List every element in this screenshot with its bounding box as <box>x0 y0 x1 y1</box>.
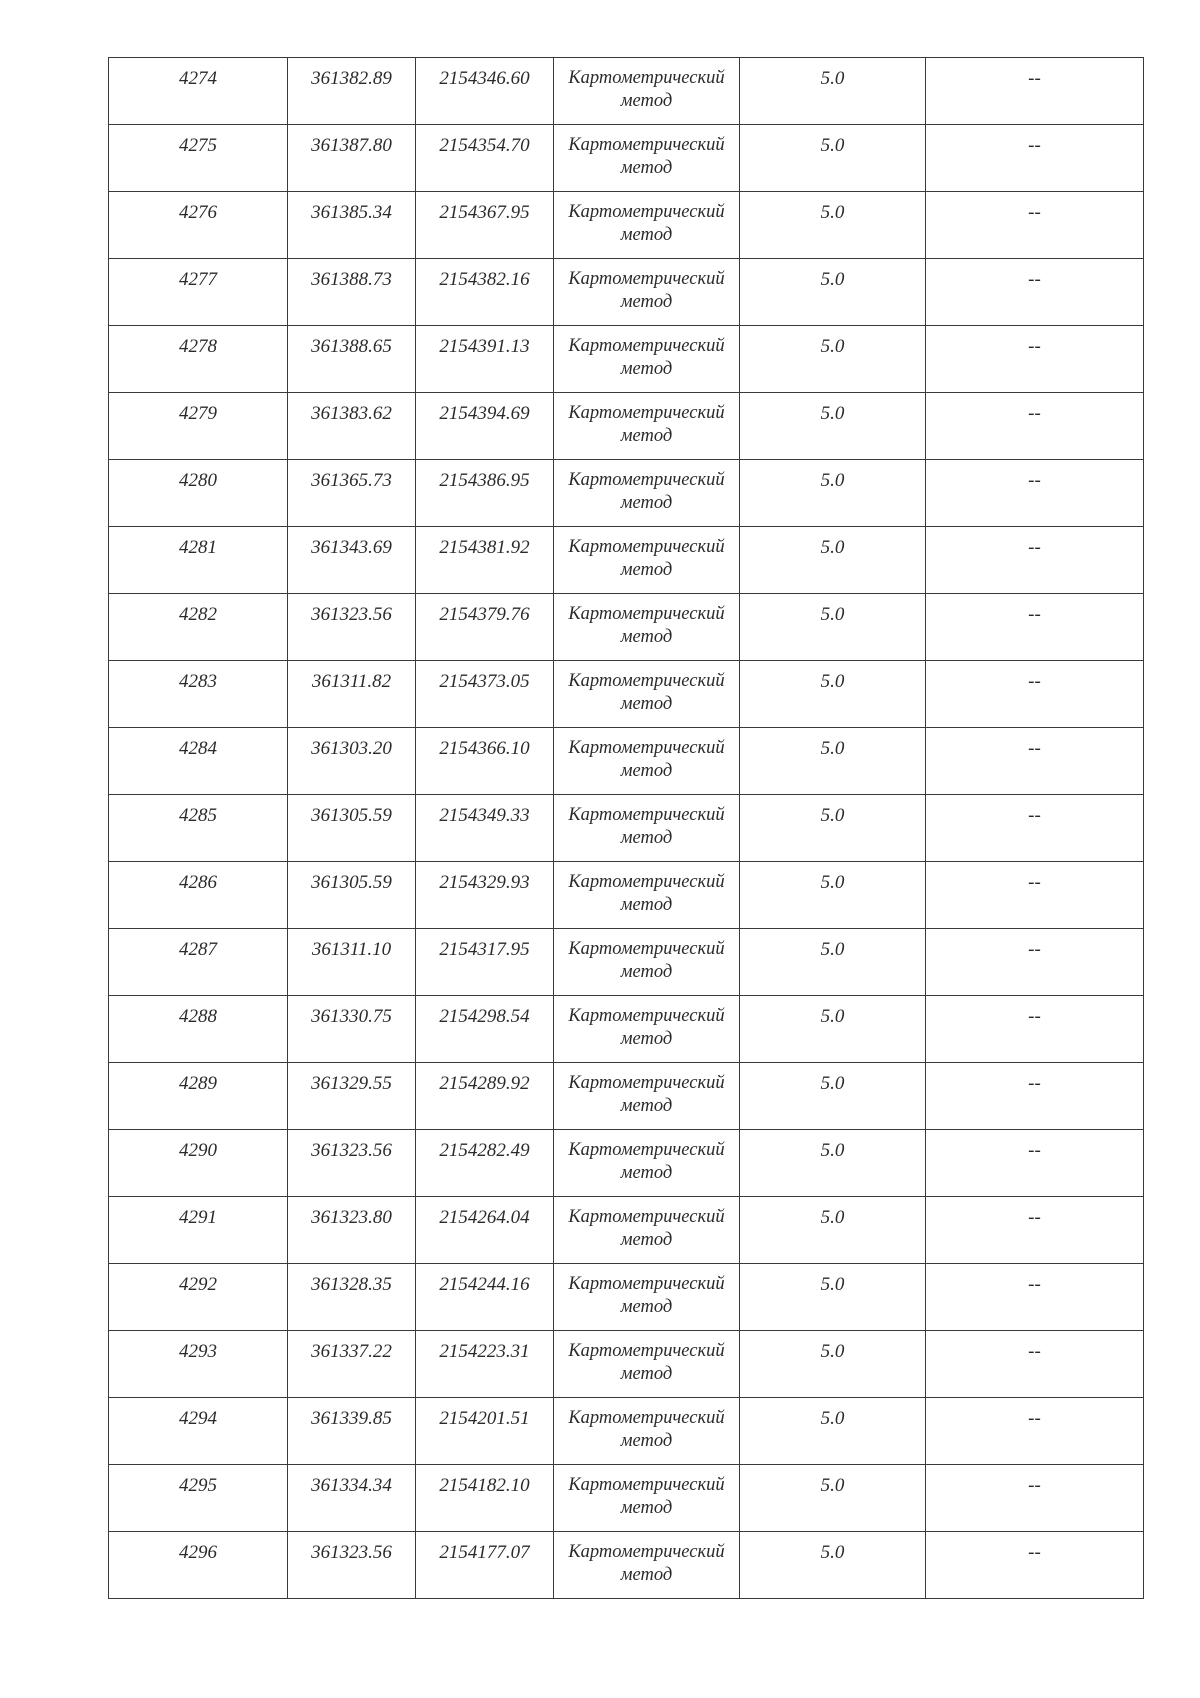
x-coordinate-cell: 361343.69 <box>288 527 416 594</box>
note-cell: -- <box>926 862 1144 929</box>
note-cell: -- <box>926 795 1144 862</box>
y-coordinate-cell: 2154182.10 <box>416 1465 554 1532</box>
method-line-2: метод <box>620 1163 673 1183</box>
method-cell <box>554 929 740 996</box>
y-coordinate-cell: 2154264.04 <box>416 1197 554 1264</box>
method-cell <box>554 460 740 527</box>
method-line-2: метод <box>620 627 673 647</box>
point-number-cell: 4288 <box>109 996 288 1063</box>
method-line-2: метод <box>620 493 673 513</box>
table-row <box>109 728 1144 795</box>
table-row <box>109 1532 1144 1599</box>
accuracy-cell: 5.0 <box>740 125 926 192</box>
method-line-1: Картометрический <box>568 939 725 959</box>
accuracy-cell: 5.0 <box>740 1532 926 1599</box>
accuracy-cell: 5.0 <box>740 1465 926 1532</box>
method-line-1: Картометрический <box>568 68 725 88</box>
point-number-cell: 4292 <box>109 1264 288 1331</box>
accuracy-cell: 5.0 <box>740 996 926 1063</box>
y-coordinate-cell: 2154201.51 <box>416 1398 554 1465</box>
accuracy-cell: 5.0 <box>740 1331 926 1398</box>
method-cell <box>554 58 740 125</box>
method-line-2: метод <box>620 1431 673 1451</box>
note-cell: -- <box>926 929 1144 996</box>
x-coordinate-cell: 361323.56 <box>288 594 416 661</box>
accuracy-cell: 5.0 <box>740 1130 926 1197</box>
method-line-1: Картометрический <box>568 403 725 423</box>
note-cell: -- <box>926 326 1144 393</box>
method-line-2: метод <box>620 694 673 714</box>
x-coordinate-cell: 361305.59 <box>288 862 416 929</box>
note-cell: -- <box>926 393 1144 460</box>
point-number-cell: 4277 <box>109 259 288 326</box>
point-number-cell: 4291 <box>109 1197 288 1264</box>
note-cell: -- <box>926 1130 1144 1197</box>
point-number-cell: 4295 <box>109 1465 288 1532</box>
table-row <box>109 125 1144 192</box>
y-coordinate-cell: 2154373.05 <box>416 661 554 728</box>
method-line-1: Картометрический <box>568 671 725 691</box>
method-line-2: метод <box>620 158 673 178</box>
accuracy-cell: 5.0 <box>740 460 926 527</box>
y-coordinate-cell: 2154298.54 <box>416 996 554 1063</box>
point-number-cell: 4289 <box>109 1063 288 1130</box>
x-coordinate-cell: 361388.65 <box>288 326 416 393</box>
note-cell: -- <box>926 1532 1144 1599</box>
method-cell <box>554 862 740 929</box>
x-coordinate-cell: 361305.59 <box>288 795 416 862</box>
x-coordinate-cell: 361323.56 <box>288 1130 416 1197</box>
method-cell <box>554 795 740 862</box>
accuracy-cell: 5.0 <box>740 1264 926 1331</box>
method-cell <box>554 1398 740 1465</box>
note-cell: -- <box>926 125 1144 192</box>
accuracy-cell: 5.0 <box>740 393 926 460</box>
accuracy-cell: 5.0 <box>740 1398 926 1465</box>
accuracy-cell: 5.0 <box>740 929 926 996</box>
table-row <box>109 862 1144 929</box>
method-cell <box>554 996 740 1063</box>
point-number-cell: 4282 <box>109 594 288 661</box>
method-line-1: Картометрический <box>568 1140 725 1160</box>
point-number-cell: 4287 <box>109 929 288 996</box>
method-cell <box>554 594 740 661</box>
method-line-1: Картометрический <box>568 1073 725 1093</box>
note-cell: -- <box>926 1197 1144 1264</box>
accuracy-cell: 5.0 <box>740 58 926 125</box>
method-cell <box>554 259 740 326</box>
method-line-2: метод <box>620 225 673 245</box>
point-number-cell: 4294 <box>109 1398 288 1465</box>
note-cell: -- <box>926 1264 1144 1331</box>
accuracy-cell: 5.0 <box>740 527 926 594</box>
note-cell: -- <box>926 661 1144 728</box>
x-coordinate-cell: 361385.34 <box>288 192 416 259</box>
method-line-1: Картометрический <box>568 336 725 356</box>
y-coordinate-cell: 2154346.60 <box>416 58 554 125</box>
y-coordinate-cell: 2154394.69 <box>416 393 554 460</box>
x-coordinate-cell: 361328.35 <box>288 1264 416 1331</box>
x-coordinate-cell: 361311.82 <box>288 661 416 728</box>
x-coordinate-cell: 361303.20 <box>288 728 416 795</box>
method-cell <box>554 661 740 728</box>
point-number-cell: 4296 <box>109 1532 288 1599</box>
point-number-cell: 4274 <box>109 58 288 125</box>
accuracy-cell: 5.0 <box>740 192 926 259</box>
accuracy-cell: 5.0 <box>740 594 926 661</box>
y-coordinate-cell: 2154366.10 <box>416 728 554 795</box>
table-row <box>109 1264 1144 1331</box>
x-coordinate-cell: 361365.73 <box>288 460 416 527</box>
accuracy-cell: 5.0 <box>740 862 926 929</box>
method-cell <box>554 1264 740 1331</box>
table-row <box>109 58 1144 125</box>
table-row <box>109 393 1144 460</box>
method-line-1: Картометрический <box>568 202 725 222</box>
method-line-2: метод <box>620 1029 673 1049</box>
y-coordinate-cell: 2154382.16 <box>416 259 554 326</box>
table-row <box>109 594 1144 661</box>
point-number-cell: 4286 <box>109 862 288 929</box>
method-line-1: Картометрический <box>568 1475 725 1495</box>
method-line-1: Картометрический <box>568 470 725 490</box>
x-coordinate-cell: 361323.80 <box>288 1197 416 1264</box>
table-row <box>109 259 1144 326</box>
method-line-1: Картометрический <box>568 1542 725 1562</box>
method-line-1: Картометрический <box>568 1006 725 1026</box>
method-line-1: Картометрический <box>568 135 725 155</box>
table-row <box>109 1130 1144 1197</box>
method-line-2: метод <box>620 426 673 446</box>
coordinates-table-body <box>109 58 1144 1599</box>
method-line-2: метод <box>620 1230 673 1250</box>
accuracy-cell: 5.0 <box>740 1197 926 1264</box>
note-cell: -- <box>926 460 1144 527</box>
x-coordinate-cell: 361311.10 <box>288 929 416 996</box>
y-coordinate-cell: 2154317.95 <box>416 929 554 996</box>
point-number-cell: 4279 <box>109 393 288 460</box>
point-number-cell: 4283 <box>109 661 288 728</box>
x-coordinate-cell: 361323.56 <box>288 1532 416 1599</box>
method-cell <box>554 1130 740 1197</box>
method-line-2: метод <box>620 1565 673 1585</box>
y-coordinate-cell: 2154177.07 <box>416 1532 554 1599</box>
note-cell: -- <box>926 1465 1144 1532</box>
method-cell <box>554 1063 740 1130</box>
x-coordinate-cell: 361383.62 <box>288 393 416 460</box>
note-cell: -- <box>926 594 1144 661</box>
method-line-2: метод <box>620 292 673 312</box>
table-row <box>109 1063 1144 1130</box>
point-number-cell: 4284 <box>109 728 288 795</box>
y-coordinate-cell: 2154289.92 <box>416 1063 554 1130</box>
note-cell: -- <box>926 996 1144 1063</box>
x-coordinate-cell: 361330.75 <box>288 996 416 1063</box>
method-line-2: метод <box>620 91 673 111</box>
method-cell <box>554 1331 740 1398</box>
method-line-1: Картометрический <box>568 1341 725 1361</box>
method-cell <box>554 1532 740 1599</box>
x-coordinate-cell: 361329.55 <box>288 1063 416 1130</box>
note-cell: -- <box>926 259 1144 326</box>
y-coordinate-cell: 2154223.31 <box>416 1331 554 1398</box>
table-row <box>109 996 1144 1063</box>
x-coordinate-cell: 361334.34 <box>288 1465 416 1532</box>
method-line-2: метод <box>620 1498 673 1518</box>
table-row <box>109 929 1144 996</box>
method-line-2: метод <box>620 895 673 915</box>
table-row <box>109 527 1144 594</box>
x-coordinate-cell: 361387.80 <box>288 125 416 192</box>
y-coordinate-cell: 2154386.95 <box>416 460 554 527</box>
point-number-cell: 4280 <box>109 460 288 527</box>
method-line-1: Картометрический <box>568 872 725 892</box>
accuracy-cell: 5.0 <box>740 259 926 326</box>
method-line-2: метод <box>620 962 673 982</box>
method-line-1: Картометрический <box>568 604 725 624</box>
point-number-cell: 4290 <box>109 1130 288 1197</box>
table-row <box>109 795 1144 862</box>
table-row <box>109 661 1144 728</box>
note-cell: -- <box>926 58 1144 125</box>
note-cell: -- <box>926 1063 1144 1130</box>
method-line-1: Картометрический <box>568 805 725 825</box>
method-cell <box>554 393 740 460</box>
method-cell <box>554 125 740 192</box>
table-row <box>109 1331 1144 1398</box>
table-row <box>109 1398 1144 1465</box>
table-row <box>109 1465 1144 1532</box>
table-row <box>109 460 1144 527</box>
method-line-2: метод <box>620 828 673 848</box>
table-row <box>109 192 1144 259</box>
x-coordinate-cell: 361339.85 <box>288 1398 416 1465</box>
point-number-cell: 4278 <box>109 326 288 393</box>
method-line-2: метод <box>620 1096 673 1116</box>
note-cell: -- <box>926 527 1144 594</box>
x-coordinate-cell: 361337.22 <box>288 1331 416 1398</box>
note-cell: -- <box>926 192 1144 259</box>
y-coordinate-cell: 2154391.13 <box>416 326 554 393</box>
method-line-1: Картометрический <box>568 1408 725 1428</box>
y-coordinate-cell: 2154349.33 <box>416 795 554 862</box>
accuracy-cell: 5.0 <box>740 1063 926 1130</box>
y-coordinate-cell: 2154244.16 <box>416 1264 554 1331</box>
method-cell <box>554 527 740 594</box>
accuracy-cell: 5.0 <box>740 661 926 728</box>
method-line-2: метод <box>620 761 673 781</box>
method-line-2: метод <box>620 560 673 580</box>
point-number-cell: 4276 <box>109 192 288 259</box>
table-row <box>109 1197 1144 1264</box>
x-coordinate-cell: 361388.73 <box>288 259 416 326</box>
method-cell <box>554 326 740 393</box>
note-cell: -- <box>926 1331 1144 1398</box>
accuracy-cell: 5.0 <box>740 795 926 862</box>
accuracy-cell: 5.0 <box>740 728 926 795</box>
method-cell <box>554 192 740 259</box>
method-cell <box>554 728 740 795</box>
note-cell: -- <box>926 728 1144 795</box>
y-coordinate-cell: 2154367.95 <box>416 192 554 259</box>
point-number-cell: 4281 <box>109 527 288 594</box>
accuracy-cell: 5.0 <box>740 326 926 393</box>
point-number-cell: 4285 <box>109 795 288 862</box>
x-coordinate-cell: 361382.89 <box>288 58 416 125</box>
method-line-1: Картометрический <box>568 537 725 557</box>
method-line-2: метод <box>620 359 673 379</box>
point-number-cell: 4275 <box>109 125 288 192</box>
table-row <box>109 326 1144 393</box>
point-number-cell: 4293 <box>109 1331 288 1398</box>
y-coordinate-cell: 2154329.93 <box>416 862 554 929</box>
y-coordinate-cell: 2154354.70 <box>416 125 554 192</box>
y-coordinate-cell: 2154379.76 <box>416 594 554 661</box>
y-coordinate-cell: 2154381.92 <box>416 527 554 594</box>
y-coordinate-cell: 2154282.49 <box>416 1130 554 1197</box>
note-cell: -- <box>926 1398 1144 1465</box>
method-line-1: Картометрический <box>568 738 725 758</box>
method-line-1: Картометрический <box>568 269 725 289</box>
method-line-1: Картометрический <box>568 1207 725 1227</box>
method-line-1: Картометрический <box>568 1274 725 1294</box>
method-line-2: метод <box>620 1364 673 1384</box>
coordinates-table <box>108 57 1144 1599</box>
method-cell <box>554 1197 740 1264</box>
method-cell <box>554 1465 740 1532</box>
method-line-2: метод <box>620 1297 673 1317</box>
